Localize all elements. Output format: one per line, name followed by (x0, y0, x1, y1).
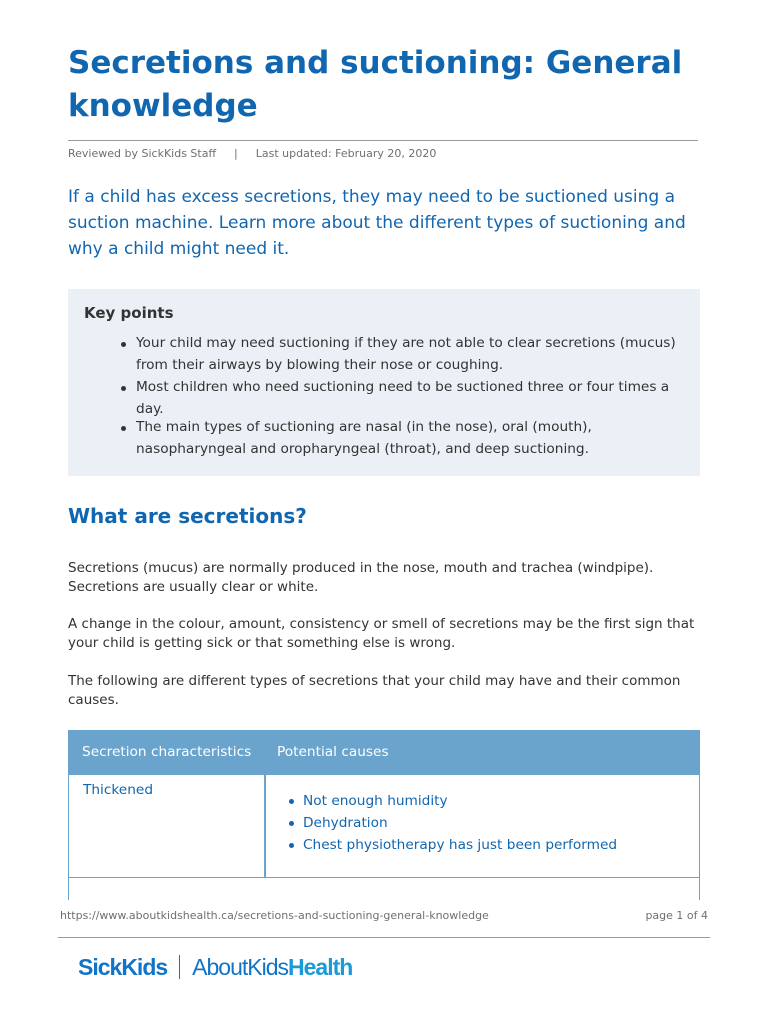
reviewed-by: Reviewed by SickKids Staff (68, 147, 217, 160)
key-points-heading: Key points (84, 304, 174, 322)
cause-item (303, 834, 617, 856)
page-title: Secretions and suctioning: General knowledge (68, 45, 683, 124)
bullet-icon (289, 821, 294, 826)
bullet-icon (121, 342, 126, 347)
title-divider (68, 140, 698, 141)
secretions-table (68, 730, 700, 900)
key-point-item (136, 417, 676, 460)
logo-sickkids: SickKids (78, 954, 168, 980)
column-divider (264, 775, 266, 877)
section-heading: What are secretions? (68, 504, 307, 528)
meta-separator: | (234, 147, 238, 160)
body-paragraph: The following are different types of secretions that your child may have and their common causes. (68, 673, 681, 708)
sickkids-aboutkidshealth-logo (78, 954, 352, 984)
key-point-text: The main types of suctioning are nasal (in the nose), oral (mouth), nasopharyngeal and oropharyngeal (throat), and deep suctioning. (136, 419, 592, 457)
key-point-item (136, 333, 676, 376)
last-updated: Last updated: February 20, 2020 (255, 147, 437, 160)
key-point-text: Most children who need suctioning need to be suctioned three or four times a day. (136, 379, 670, 417)
table-row (68, 878, 700, 900)
cause-text: Not enough humidity (303, 793, 448, 809)
key-point-item (136, 377, 676, 420)
table-header-cell: Potential causes (277, 744, 389, 760)
body-paragraph: A change in the colour, amount, consistency or smell of secretions may be the first sign that your child is getting sick or that something else is wrong. (68, 616, 695, 651)
cause-item (303, 812, 388, 834)
page-number: page 1 of 4 (645, 909, 708, 922)
table-row (68, 775, 700, 878)
logo-separator (179, 955, 180, 979)
bullet-icon (121, 426, 126, 431)
table-cell-characteristic: Thickened (83, 782, 154, 798)
body-paragraph: Secretions (mucus) are normally produced in the nose, mouth and trachea (windpipe). Secretions are usually clear or white. (68, 560, 654, 595)
table-header-row (68, 730, 700, 775)
lead-paragraph: If a child has excess secretions, they may need to be suctioned using a suction machine. Learn more about the different types of suctioning and why a child might need it. (68, 187, 686, 259)
key-point-text: Your child may need suctioning if they are not able to clear secretions (mucus) from their airways by blowing their nose or coughing. (136, 335, 676, 373)
logo-health: Health (288, 954, 353, 980)
table-header-cell: Secretion characteristics (82, 744, 252, 760)
bullet-icon (289, 799, 294, 804)
cause-text: Chest physiotherapy has just been performed (303, 837, 618, 853)
footer-divider (58, 937, 710, 938)
cause-text: Dehydration (303, 815, 388, 831)
bullet-icon (289, 843, 294, 848)
footer-url-link[interactable]: https://www.aboutkidshealth.ca/secretions-and-suctioning-general-knowledge (60, 909, 489, 922)
logo-about: AboutKids (192, 954, 289, 980)
cause-item (303, 790, 448, 812)
article-meta (68, 147, 436, 161)
bullet-icon (121, 386, 126, 391)
